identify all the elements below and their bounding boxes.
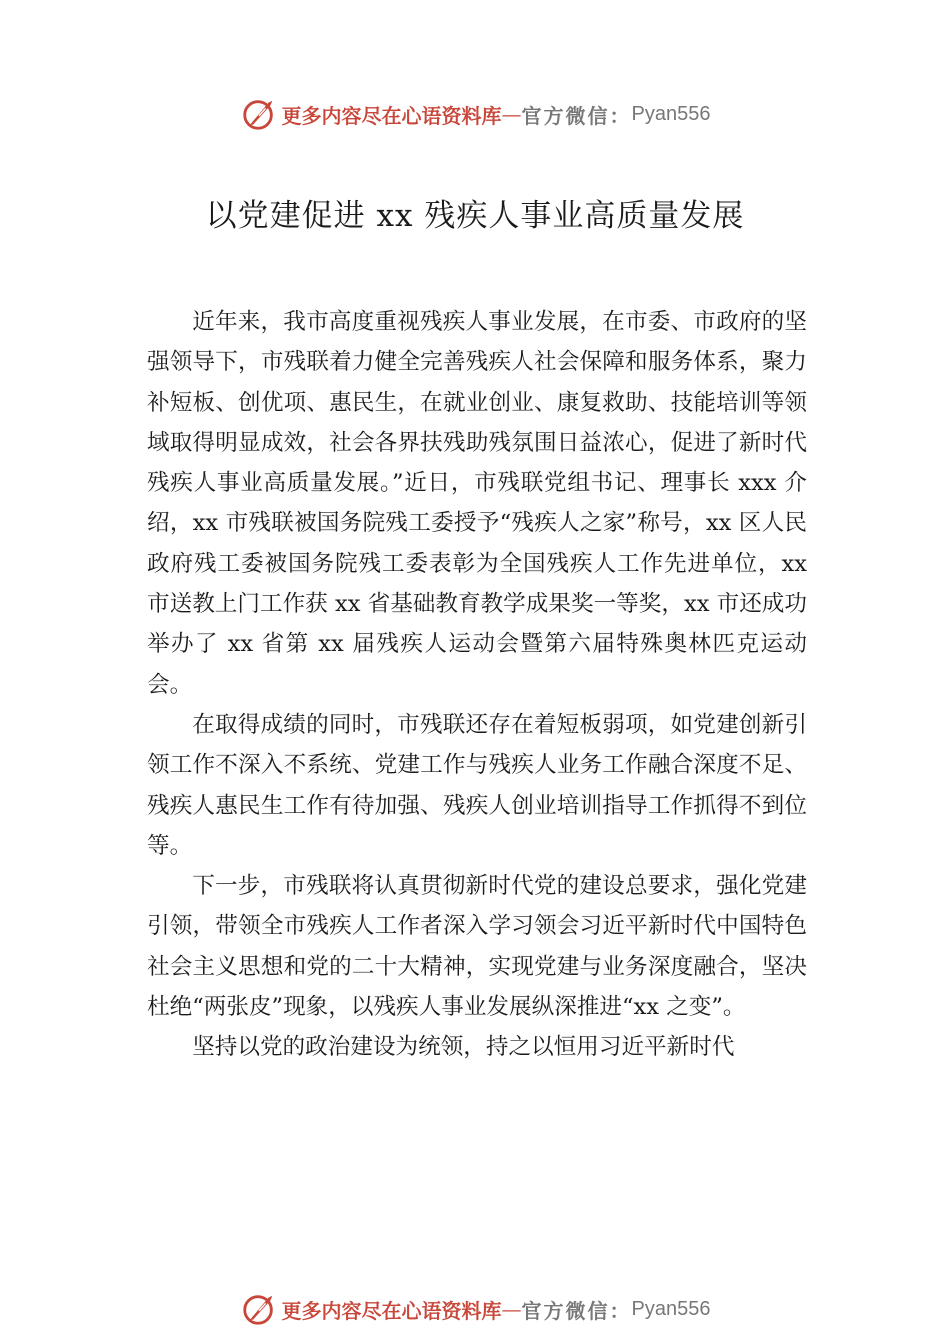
document-title: 以党建促进 xx 残疾人事业高质量发展 xyxy=(205,198,745,234)
paragraph-2: 在取得成绩的同时，市残联还存在着短板弱项，如党建创新引领工作不深入不系统、党建工作与残疾人业务工作融合深度不足、残疾人惠民生工作有待加强、残疾人创业培训指导工作抓得不到位等。 xyxy=(147,711,807,859)
quill-logo-icon xyxy=(240,95,278,133)
banner-brand-text: 更多内容尽在心语资料库 xyxy=(281,1298,502,1323)
quill-logo-icon xyxy=(240,1290,278,1328)
header-banner xyxy=(0,92,950,136)
banner-dash: — xyxy=(501,1297,522,1321)
banner-wechat-id: Pyan556 xyxy=(631,102,711,125)
banner-brand-text: 更多内容尽在心语资料库 xyxy=(281,103,502,128)
document-body xyxy=(147,302,807,1068)
banner-wechat-id: Pyan556 xyxy=(631,1297,711,1320)
paragraph-4: 坚持以党的政治建设为统领，持之以恒用习近平新时代 xyxy=(192,1034,735,1061)
banner-wechat-label: 官方微信： xyxy=(521,1298,632,1323)
banner-wechat-label: 官方微信： xyxy=(521,103,632,128)
footer-banner xyxy=(0,1287,950,1331)
banner-dash: — xyxy=(501,102,522,126)
paragraph-3: 下一步，市残联将认真贯彻新时代党的建设总要求，强化党建引领，带领全市残疾人工作者深入学习领会习近平新时代中国特色社会主义思想和党的二十大精神，实现党建与业务深度融合，坚决杜绝“两张皮”现象，以残疾人事业发展纵深推进“xx 之变”。 xyxy=(147,873,807,1021)
paragraph-1: 近年来，我市高度重视残疾人事业发展，在市委、市政府的坚强领导下，市残联着力健全完善残疾人社会保障和服务体系，聚力补短板、创优项、惠民生，在就业创业、康复救助、技能培训等领域取得明显成效，社会各界扶残助残氛围日益浓心，促进了新时代残疾人事业高质量发展。”近日，市残联党组书记、理事长 xxx 介绍，xx 市残联被国务院残工委授予“残疾人之家”称号，xx 区人民政府残工委被国务院残工委表彰为全国残疾人工作先进单位，xx 市送教上门工作获 xx 省基础教育教学成果奖一等奖，xx 市还成功举办了 xx 省第 xx 届残疾人运动会暨第六届特殊奥林匹克运动会。 xyxy=(147,309,807,698)
